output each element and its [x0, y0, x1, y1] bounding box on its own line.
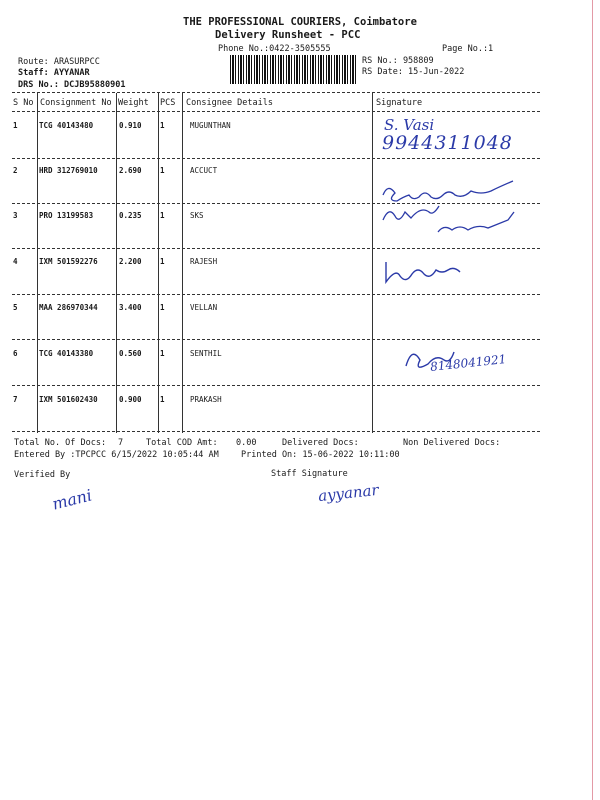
cod-label: Total COD Amt:	[146, 438, 218, 448]
row-2-consignment: HRD 312769010	[39, 166, 98, 175]
non-delivered-docs-label: Non Delivered Docs:	[403, 438, 501, 448]
row-separator	[12, 339, 540, 340]
delivered-docs-label: Delivered Docs:	[282, 438, 359, 448]
row-6-sno: 6	[13, 349, 18, 358]
staff-signature: ayyanar	[317, 480, 380, 506]
printed-on: Printed On: 15-06-2022 10:11:00	[241, 450, 400, 460]
table-top-rule	[12, 92, 540, 93]
row-2-3-signature	[378, 170, 538, 250]
company-name: THE PROFESSIONAL COURIERS, Coimbatore	[183, 16, 417, 28]
row-6-pcs: 1	[160, 349, 165, 358]
row-6-consignee: SENTHIL	[190, 349, 222, 358]
row-7-sno: 7	[13, 395, 18, 404]
row-5-consignment: MAA 286970344	[39, 303, 98, 312]
barcode	[230, 55, 356, 84]
row-6-consignment: TCG 40143380	[39, 349, 94, 358]
row-2-weight: 2.690	[119, 166, 142, 175]
cod-value: 0.00	[236, 438, 257, 448]
page-margin-line	[592, 0, 593, 800]
drs-number: DRS No.: DCJB95880901	[18, 80, 126, 90]
column-header-consignee: Consignee Details	[186, 98, 273, 108]
route: Route: ARASURPCC	[18, 57, 100, 67]
sheet-title: Delivery Runsheet - PCC	[215, 29, 361, 41]
column-header-pcs: PCS	[160, 98, 176, 108]
verified-by-signature: mani	[50, 485, 94, 514]
row-separator	[12, 294, 540, 295]
row-4-pcs: 1	[160, 257, 165, 266]
row-4-consignee: RAJESH	[190, 257, 218, 266]
row-3-pcs: 1	[160, 211, 165, 220]
column-header-signature: Signature	[376, 98, 423, 108]
row-7-consignee: PRAKASH	[190, 395, 222, 404]
row-1-signature-phone: 9944311048	[382, 132, 513, 154]
table-header-rule	[12, 111, 540, 112]
row-6-signature-phone: 8148041921	[429, 352, 507, 374]
row-4-weight: 2.200	[119, 257, 142, 266]
row-2-sno: 2	[13, 166, 18, 175]
verified-by-label: Verified By	[14, 470, 71, 480]
entered-by: Entered By :TPCPCC 6/15/2022 10:05:44 AM	[14, 450, 219, 460]
row-7-weight: 0.900	[119, 395, 142, 404]
rs-number: RS No.: 958809	[362, 56, 434, 66]
staff-signature-label: Staff Signature	[271, 469, 348, 479]
phone-number: Phone No.:0422-3505555	[218, 44, 331, 54]
row-4-signature	[380, 258, 470, 288]
row-1-pcs: 1	[160, 121, 165, 130]
row-4-sno: 4	[13, 257, 18, 266]
row-7-consignment: IXM 501602430	[39, 395, 98, 404]
row-1-consignee: MUGUNTHAN	[190, 121, 231, 130]
column-divider	[372, 93, 373, 433]
row-5-sno: 5	[13, 303, 18, 312]
column-header-weight: Weight	[118, 98, 149, 108]
row-7-pcs: 1	[160, 395, 165, 404]
rs-date: RS Date: 15-Jun-2022	[362, 67, 465, 77]
page-number: Page No.:1	[442, 44, 494, 54]
column-divider	[182, 93, 183, 433]
staff: Staff: AYYANAR	[18, 68, 90, 78]
row-1-weight: 0.910	[119, 121, 142, 130]
row-3-consignment: PRO 13199583	[39, 211, 94, 220]
column-divider	[158, 93, 159, 433]
row-4-consignment: IXM 501592276	[39, 257, 98, 266]
row-3-consignee: SKS	[190, 211, 204, 220]
row-2-pcs: 1	[160, 166, 165, 175]
row-6-weight: 0.560	[119, 349, 142, 358]
column-divider	[116, 93, 117, 433]
row-1-sno: 1	[13, 121, 18, 130]
row-5-weight: 3.400	[119, 303, 142, 312]
column-divider	[37, 93, 38, 433]
row-5-pcs: 1	[160, 303, 165, 312]
table-bottom-rule	[12, 431, 540, 432]
row-separator	[12, 158, 540, 159]
row-1-signature-name: S. Vasi	[384, 116, 435, 134]
row-5-consignee: VELLAN	[190, 303, 218, 312]
row-1-consignment: TCG 40143480	[39, 121, 94, 130]
column-header-sno: S No	[13, 98, 34, 108]
row-separator	[12, 385, 540, 386]
column-header-consignment: Consignment No	[40, 98, 112, 108]
total-docs-label: Total No. Of Docs:	[14, 438, 107, 448]
total-docs-value: 7	[118, 438, 124, 448]
row-2-consignee: ACCUCT	[190, 166, 218, 175]
row-3-sno: 3	[13, 211, 18, 220]
row-3-weight: 0.235	[119, 211, 142, 220]
